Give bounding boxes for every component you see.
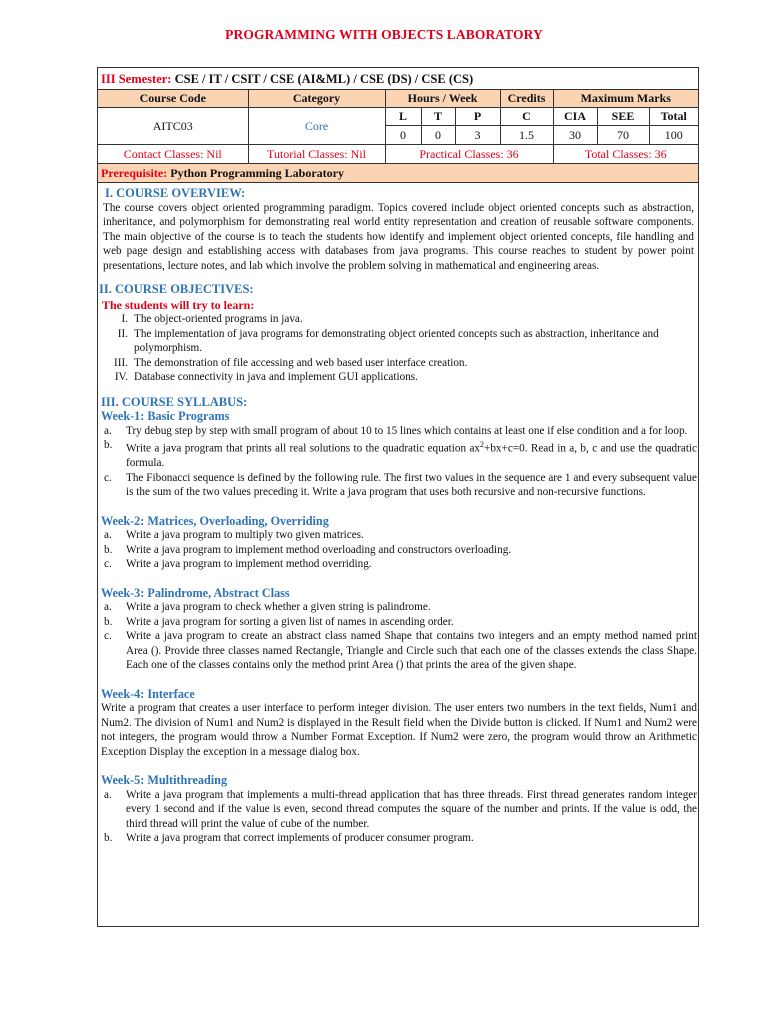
week1-item-c: c. The Fibonacci sequence is defined by the following rule. The first two values in the sequence are 1 and every subsequent value is the sum of the two values preceding it. Write a java program that uses both recursive and non-recursive functions. — [104, 471, 697, 499]
total-header: Total — [649, 108, 698, 126]
course-info-table — [98, 90, 698, 183]
hours-header: Hours / Week — [385, 90, 500, 108]
contact-classes: Contact Classes: Nil — [98, 145, 248, 164]
semester-row — [98, 68, 698, 90]
l-header: L — [385, 108, 421, 126]
header-row — [98, 90, 698, 108]
week5-item-b: b. Write a java program that correct implements of producer consumer program. — [104, 832, 474, 845]
week2-item-a: a. Write a java program to multiply two given matrices. — [104, 529, 364, 542]
week1-title: Week-1: Basic Programs — [101, 409, 230, 423]
t-header: T — [421, 108, 455, 126]
syllabus-heading: III. COURSE SYLLABUS: — [101, 394, 248, 409]
week1-item-b: b. Write a java program that prints all real solutions to the quadratic equation $ax^2+bx+c=0$. Read in a, b, c and use the quadratic formula. — [104, 439, 698, 470]
week3-item-b: b. Write a java program for sorting a given list of names in ascending order. — [104, 615, 454, 628]
objective-item: IV. Database connectivity in java and implement GUI applications. — [114, 371, 418, 383]
c-value: 1.5 — [500, 126, 553, 145]
week2-title: Week-2: Matrices, Overloading, Overriding — [101, 513, 329, 528]
p-header: P — [455, 108, 500, 126]
course-content — [98, 184, 698, 846]
subheader-row — [98, 108, 698, 126]
overview-heading: I. COURSE OVERVIEW: — [105, 186, 246, 200]
practical-classes: Practical Classes: 36 — [385, 145, 553, 164]
objective-item: III. The demonstration of file accessing and web based user interface creation. — [114, 356, 468, 369]
week2-item-c: c. Write a java program to implement method overriding. — [104, 558, 372, 571]
week5-item-a: a. Write a java program that implements a multi-thread application that has three threads. First thread generates random integer every 1 second and if the value is even, second thread computes the square of the number and prints. If the value is odd, the third thread will print the value of cube of the number. — [104, 788, 697, 830]
objective-item: I. The object-oriented programs in java. — [121, 313, 303, 325]
week4-text: Write a program that creates a user interface to perform integer division. The user enters two numbers in the text fields, Num1 and Num2. The division of Num1 and Num2 is displayed in the Result field when the Divide button is clicked. If Num1 and Num2 were not integers, the program would throw a Number Format Exception. If Num2 were zero, the program would throw an Arithmetic Exception Display the exception in a message dialog box. — [101, 702, 697, 758]
classes-row — [98, 145, 698, 164]
week5-title: Week-5: Multithreading — [101, 773, 228, 788]
t-value: 0 — [421, 126, 455, 145]
week4-title: Week-4: Interface — [101, 686, 195, 701]
tutorial-classes: Tutorial Classes: Nil — [248, 145, 385, 164]
marks-header: Maximum Marks — [553, 90, 698, 108]
l-value: 0 — [385, 126, 421, 145]
week2-item-b: b. Write a java program to implement method overloading and constructors overloading. — [104, 543, 512, 556]
course-sheet — [97, 67, 699, 927]
objective-item: II. The implementation of java programs for demonstrating object oriented concepts such as abstraction, inheritance and polymorphism. — [117, 327, 659, 354]
category-header: Category — [248, 90, 385, 108]
see-header: SEE — [597, 108, 649, 126]
category-value: Core — [248, 108, 385, 145]
week3-item-a: a. Write a java program to check whether a given string is palindrome. — [104, 601, 431, 614]
course-code-header: Course Code — [98, 90, 248, 108]
prerequisite-value: Python Programming Laboratory — [170, 165, 344, 180]
cia-header: CIA — [553, 108, 597, 126]
c-header: C — [500, 108, 553, 126]
objectives-heading: II. COURSE OBJECTIVES: — [99, 282, 254, 296]
see-value: 70 — [597, 126, 649, 145]
semester-label: III Semester: — [101, 72, 172, 86]
week3-item-c: c. Write a java program to create an abstract class named Shape that contains two integers and an empty method named print Area (). Provide three classes named Rectangle, Triangle and Circle such that each one of the classes extends the class Shape. Each one of the classes contains only the method print Area () that prints the area of the given shape. — [104, 630, 697, 672]
overview-text: The course covers object oriented programming paradigm. Topics covered include object oriented concepts such as abstraction, inheritance, and polymorphism for demonstrating real world entity representation and creation of reusable software components. The main objective of the course is to teach the students how identify and implement object oriented concepts, file handling and web page design and establishing access with databases from java programs. This course reaches to student by power point presentations, lecture notes, and lab which involve the problem solving in mathematical and engineering areas. — [103, 201, 694, 272]
total-value: 100 — [649, 126, 698, 145]
semester-value: CSE / IT / CSIT / CSE (AI&ML) / CSE (DS) / CSE (CS) — [174, 72, 474, 86]
week3-title: Week-3: Palindrome, Abstract Class — [101, 585, 290, 600]
cia-value: 30 — [553, 126, 597, 145]
week1-item-a: a. Try debug step by step with small program of about 10 to 15 lines which contains at least one if else condition and a for loop. — [104, 424, 688, 437]
p-value: 3 — [455, 126, 500, 145]
credits-header: Credits — [500, 90, 553, 108]
total-classes: Total Classes: 36 — [553, 145, 698, 164]
prerequisite-row — [98, 164, 698, 183]
objectives-intro: The students will try to learn: — [102, 297, 255, 312]
page-title: PROGRAMMING WITH OBJECTS LABORATORY — [225, 27, 543, 42]
course-code-value: AITC03 — [98, 108, 248, 145]
prerequisite-label: Prerequisite: — [101, 165, 168, 180]
